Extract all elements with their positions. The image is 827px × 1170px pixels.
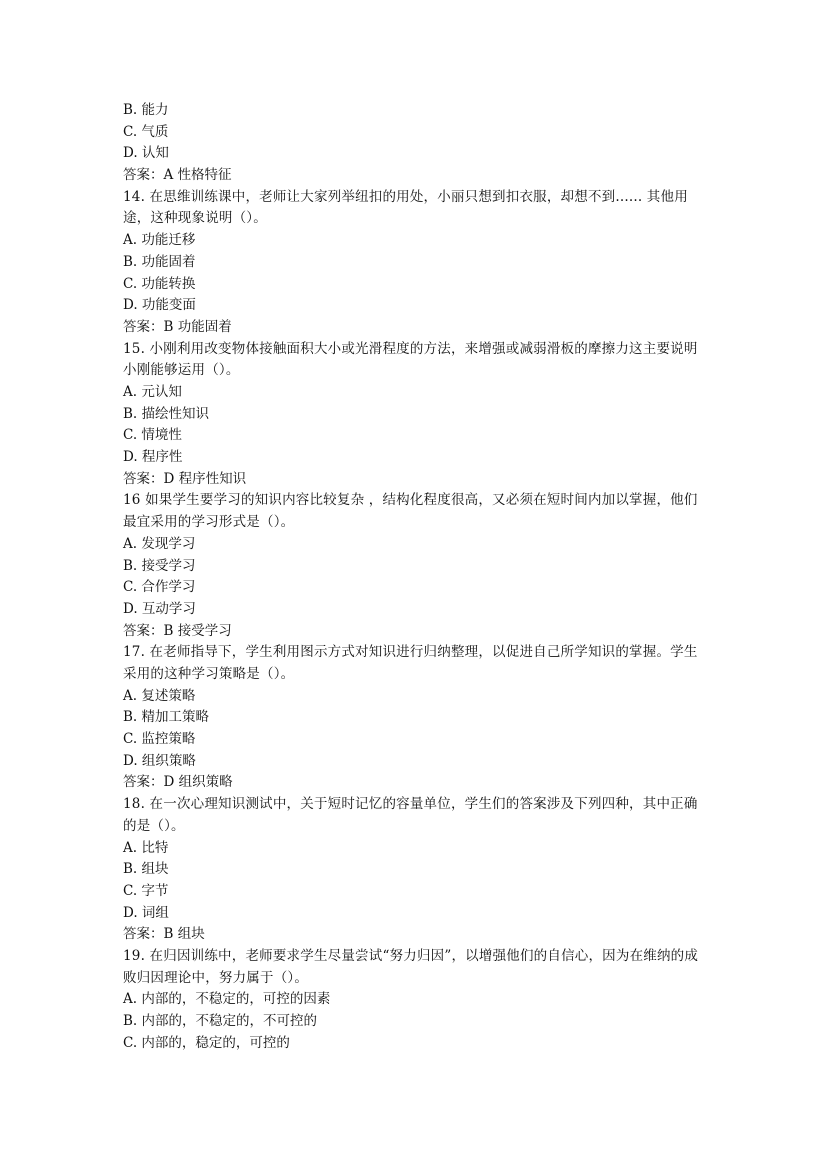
question-17: [123, 642, 705, 794]
question-stem: 14. 在思维训练课中，老师让大家列举纽扣的用处，小丽只想到扣衣服，却想不到...... 其他用途，这种现象说明（）。: [123, 188, 688, 227]
question-stem: 16 如果学生要学习的知识内容比较复杂 ，结构化程度很高，又必须在短时间内加以掌握，他们最宜采用的学习形式是（）。: [123, 492, 698, 531]
question-answer: 答案：B 功能固着: [123, 318, 232, 335]
question-option: A. 复述策略: [123, 687, 196, 704]
leading-option: D. 认知: [123, 145, 169, 162]
question-stem: 17. 在老师指导下，学生利用图示方式对知识进行归纳整理，以促进自己所学知识的掌握。学生采用的这种学习策略是（）。: [123, 644, 698, 682]
question-stem: 15. 小刚利用改变物体接触面积大小或光滑程度的方法，来增强或减弱滑板的摩擦力这主要说明小刚能够运用（）。: [123, 340, 698, 379]
question-option: C. 字节: [123, 882, 169, 899]
question-option: B. 功能固着: [123, 253, 196, 270]
question-answer: 答案：D 程序性知识: [123, 470, 247, 487]
question-option: C. 功能转换: [123, 275, 196, 292]
question-14: [123, 187, 705, 339]
document-page: [123, 100, 705, 1054]
question-18: [123, 794, 705, 946]
question-16: [123, 490, 705, 642]
question-answer: 答案：B 组块: [123, 926, 205, 943]
question-option: B. 组块: [123, 861, 169, 878]
question-15: [123, 339, 705, 491]
question-option: D. 互动学习: [123, 600, 196, 617]
question-option: A. 内部的，不稳定的，可控的因素: [123, 991, 331, 1008]
question-option: A. 元认知: [123, 384, 182, 400]
leading-answer: 答案：A 性格特征: [123, 167, 232, 184]
question-option: D. 组织策略: [123, 752, 196, 769]
question-option: D. 程序性: [123, 449, 183, 466]
question-stem: 18. 在一次心理知识测试中，关于短时记忆的容量单位，学生们的答案涉及下列四种，其中正确的是（）。: [123, 796, 698, 834]
question-option: A. 发现学习: [123, 535, 196, 552]
question-option: B. 描绘性知识: [123, 405, 210, 422]
question-option: D. 词组: [123, 904, 169, 921]
question-option: D. 功能变面: [123, 297, 196, 314]
question-option: C. 合作学习: [123, 579, 196, 596]
question-option: C. 内部的，稳定的，可控的: [123, 1034, 290, 1051]
question-option: B. 内部的，不稳定的，不可控的: [123, 1013, 318, 1030]
leading-option: B. 能力: [123, 102, 169, 118]
question-stem: 19. 在归因训练中，老师要求学生尽量尝试“努力归因”，以增强他们的自信心，因为在维纳的成败归因理论中，努力属于（）。: [123, 947, 699, 986]
question-option: A. 比特: [123, 839, 169, 856]
question-answer: 答案：D 组织策略: [123, 774, 233, 791]
question-19: [123, 946, 705, 1054]
question-option: C. 监控策略: [123, 731, 196, 748]
question-option: B. 精加工策略: [123, 709, 210, 726]
leading-option: C. 气质: [123, 123, 169, 140]
question-answer: 答案：B 接受学习: [123, 622, 232, 639]
question-option: B. 接受学习: [123, 557, 196, 574]
question-option: C. 情境性: [123, 427, 182, 444]
question-option: A. 功能迁移: [123, 232, 196, 249]
